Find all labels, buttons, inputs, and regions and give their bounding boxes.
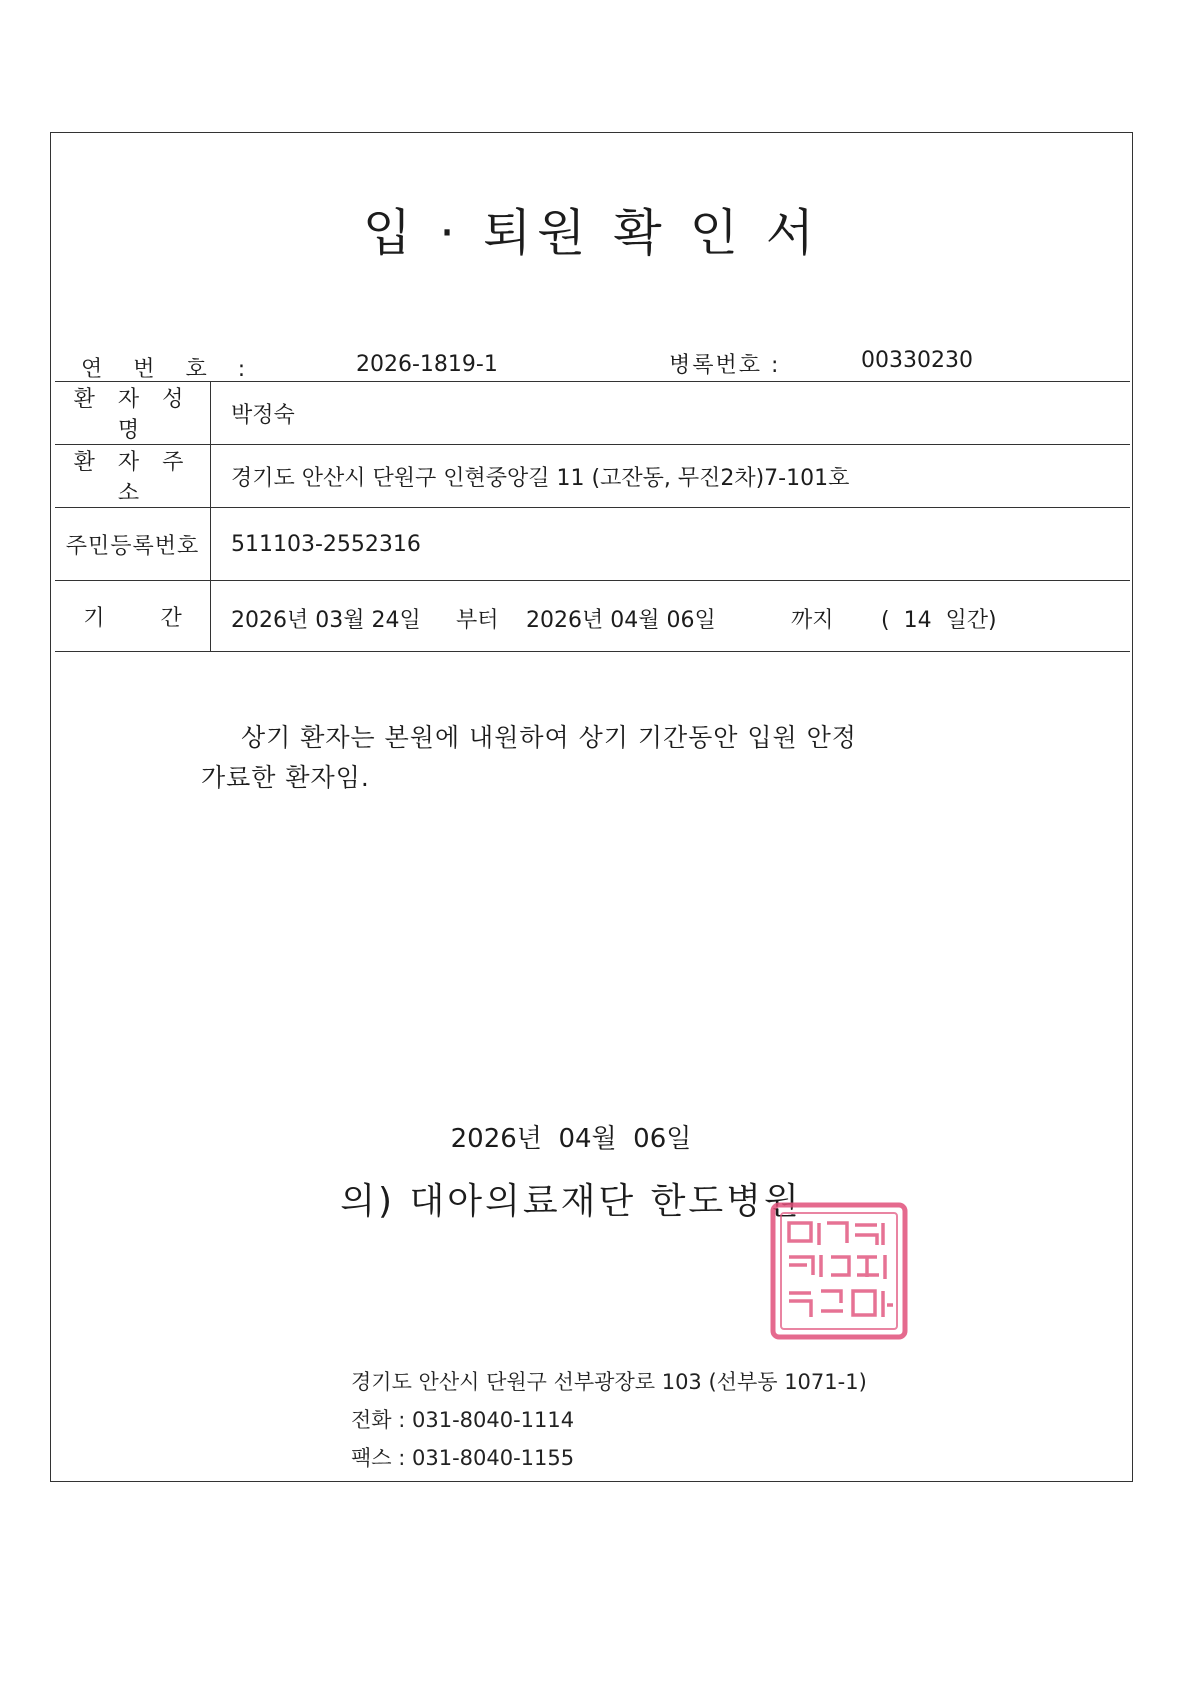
hospital-fax: 팩스 : 031-8040-1155 (351, 1446, 575, 1470)
table-row (55, 581, 1130, 652)
statement-line-2: 가료한 환자임. (201, 763, 370, 792)
hospital-phone: 전화 : 031-8040-1114 (351, 1408, 575, 1432)
patient-info-table (55, 381, 1130, 652)
hospital-seal-stamp (769, 1201, 909, 1341)
confirmation-statement (201, 718, 961, 798)
table-row (55, 445, 1130, 508)
address-label: 환 자 주 소 (55, 445, 211, 508)
hospital-address: 경기도 안산시 단원구 선부광장로 103 (선부동 1071-1) (351, 1370, 867, 1394)
rrn-value: 511103-2552316 (211, 508, 1131, 581)
record-number-value: 00330230 (861, 348, 973, 373)
period-value (211, 581, 1130, 651)
issue-date: 2026년 04월 06일 (450, 1124, 692, 1154)
period-days: ( 14 일간) (881, 608, 997, 633)
record-number-label: 병록번호 : (669, 353, 781, 378)
document-title: 입 · 퇴원 확 인 서 (362, 204, 821, 262)
certificate-frame (50, 132, 1133, 1482)
period-label: 기 간 (55, 581, 211, 652)
serial-value: 2026-1819-1 (356, 352, 498, 377)
period-to: 2026년 04월 06일 (526, 608, 716, 633)
rrn-label: 주민등록번호 (55, 508, 211, 581)
table-row (55, 382, 1130, 445)
name-label: 환 자 성 명 (55, 382, 211, 445)
period-to-suffix: 까지 (791, 608, 834, 633)
hospital-contact (351, 1363, 867, 1477)
statement-line-1: 상기 환자는 본원에 내원하여 상기 기간동안 입원 안정 (241, 723, 857, 752)
period-from-suffix: 부터 (456, 608, 499, 633)
name-value: 박정숙 (211, 382, 1131, 445)
hospital-name: 의) 대아의료재단 한도병원 (340, 1181, 802, 1222)
table-row (55, 508, 1130, 581)
address-value: 경기도 안산시 단원구 인현중앙길 11 (고잔동, 무진2차)7-101호 (211, 445, 1131, 508)
serial-label: 연 번 호 : (81, 357, 258, 382)
period-from: 2026년 03월 24일 (231, 608, 421, 633)
